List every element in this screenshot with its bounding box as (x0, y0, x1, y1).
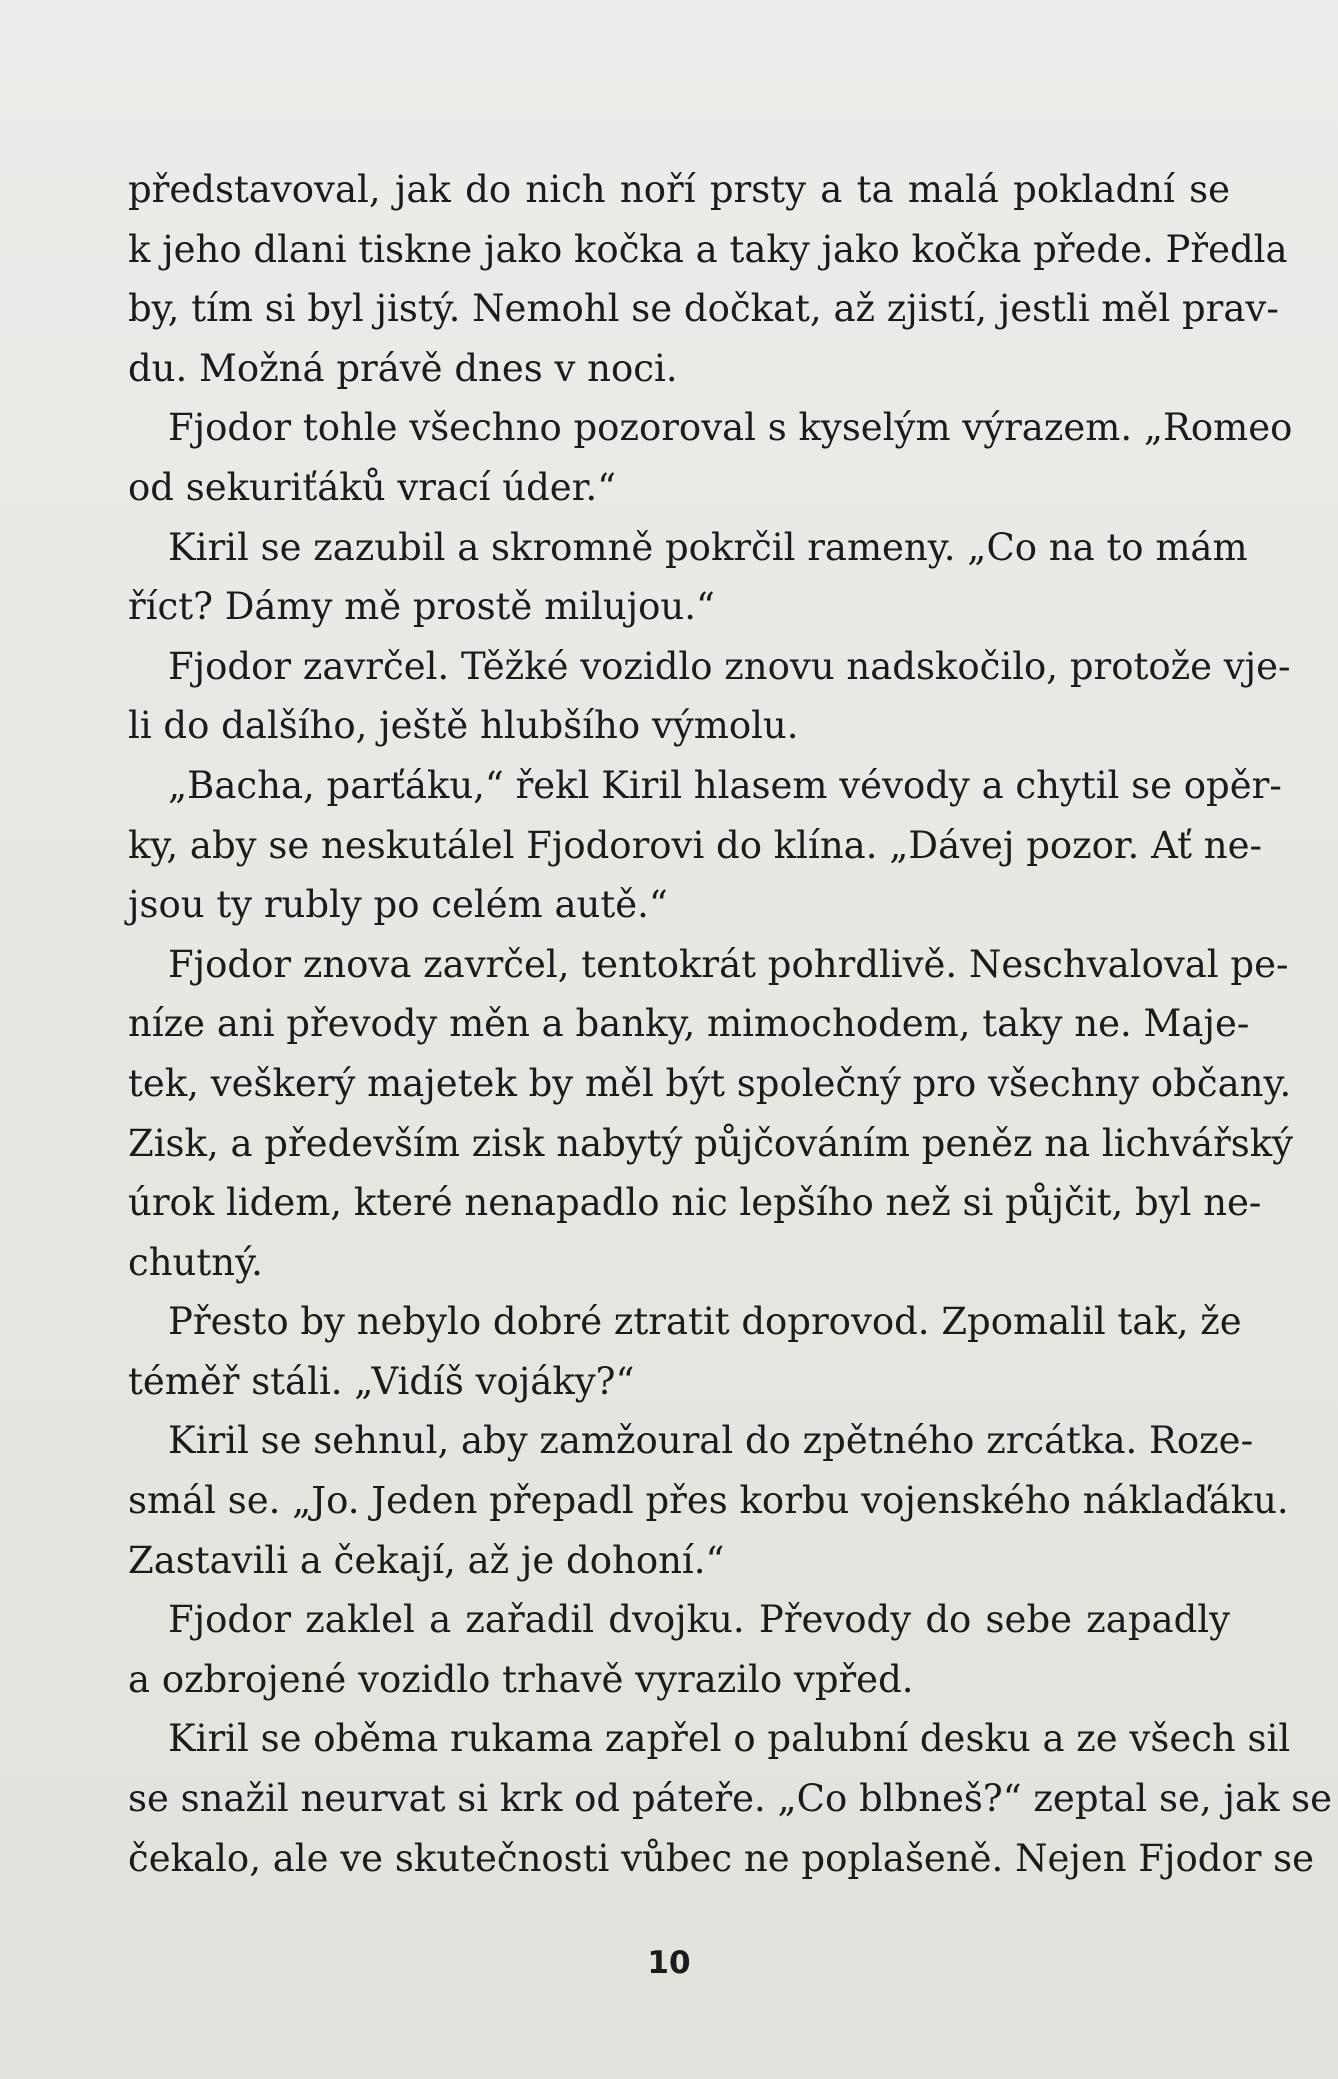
text-line-15: níze ani převody měn a banky, mimochodem, taky ne. Maje- (128, 1002, 1250, 1046)
text-line-18: úrok lidem, které nenapadlo nic lepšího než si půjčit, byl ne- (128, 1181, 1262, 1225)
text-line-28: se snažil neurvat si krk od páteře. „Co blbneš?“ zeptal se, jak se (128, 1777, 1333, 1821)
text-line-2: k jeho dlani tiskne jako kočka a taky jako kočka přede. Předla (128, 227, 1288, 271)
text-line-11: „Bacha, parťáku,“ řekl Kiril hlasem vévody a chytil se opěr- (168, 763, 1282, 807)
text-line-13: jsou ty rubly po celém autě.“ (128, 883, 668, 927)
text-line-19: chutný. (128, 1240, 263, 1284)
text-line-26: a ozbrojené vozidlo trhavě vyrazilo vpřed. (128, 1657, 914, 1701)
text-line-7: Kiril se zazubil a skromně pokrčil rameny. „Co na to mám (168, 525, 1248, 569)
text-line-20: Přesto by nebylo dobré ztratit doprovod. Zpomalil tak, že (168, 1300, 1242, 1344)
text-line-17: Zisk, a především zisk nabytý půjčováním peněz na lichvářský (128, 1121, 1294, 1165)
text-line-22: Kiril se sehnul, aby zamžoural do zpětného zrcátka. Roze- (168, 1419, 1254, 1463)
text-line-8: říct? Dámy mě prostě milujou.“ (128, 585, 715, 629)
text-line-9: Fjodor zavrčel. Těžké vozidlo znovu nadskočilo, protože vje- (168, 644, 1291, 688)
text-line-23: smál se. „Jo. Jeden přepadl přes korbu vojenského náklaďáku. (128, 1479, 1289, 1523)
text-line-14: Fjodor znova zavrčel, tentokrát pohrdlivě. Neschvaloval pe- (168, 942, 1289, 986)
text-line-5: Fjodor tohle všechno pozoroval s kyselým výrazem. „Romeo (168, 406, 1293, 450)
page-number: 10 (647, 1945, 691, 1981)
text-line-6: od sekuriťáků vrací úder.“ (128, 465, 616, 509)
text-line-21: téměř stáli. „Vidíš vojáky?“ (128, 1359, 635, 1403)
text-line-3: by, tím si byl jistý. Nemohl se dočkat, až zjistí, jestli měl prav- (128, 287, 1279, 331)
text-line-10: li do dalšího, ještě hlubšího výmolu. (128, 704, 799, 748)
text-line-27: Kiril se oběma rukama zapřel o palubní desku a ze všech sil (168, 1717, 1291, 1761)
text-line-12: ky, aby se neskutálel Fjodorovi do klína. „Dávej pozor. Ať ne- (128, 823, 1262, 867)
text-line-24: Zastavili a čekají, až je dohoní.“ (128, 1538, 725, 1582)
text-line-16: tek, veškerý majetek by měl být společný pro všechny občany. (128, 1061, 1292, 1105)
text-line-25: Fjodor zaklel a zařadil dvojku. Převody do sebe zapadly (168, 1598, 1230, 1642)
text-line-1: představoval, jak do nich noří prsty a ta malá pokladní se (128, 168, 1230, 211)
body-text (128, 160, 1333, 1888)
text-line-29: čekalo, ale ve skutečnosti vůbec ne poplašeně. Nejen Fjodor se (128, 1836, 1315, 1880)
text-line-4: du. Možná právě dnes v noci. (128, 346, 678, 390)
